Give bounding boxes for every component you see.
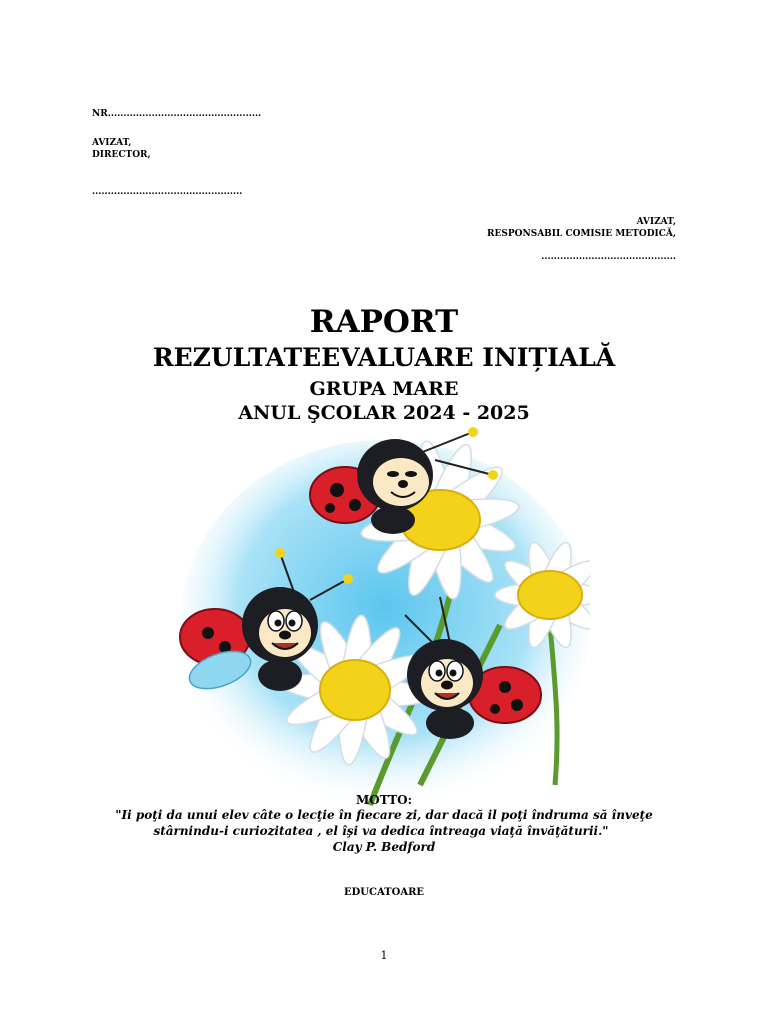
resp-signature-line: ........................................... [541, 252, 676, 262]
ladybugs-on-daisies-illustration [170, 425, 590, 810]
resp-comisie-label: RESPONSABIL COMISIE METODICĂ, [487, 229, 676, 239]
director-label: DIRECTOR, [92, 150, 151, 160]
motto-label: MOTTO: [355, 793, 413, 807]
nr-field: NR................................................. [92, 109, 262, 119]
avizat-resp-label: AVIZAT, [636, 217, 676, 227]
motto-line-2: stârnindu-i curiozitatea , el îşi va dedica întreaga viaţă învăţăturii." [153, 824, 609, 838]
educatoare-label: EDUCATOARE [343, 887, 425, 898]
report-subtitle: REZULTATEEVALUARE INIȚIALĂ [152, 343, 616, 372]
report-title: RAPORT [309, 304, 459, 340]
motto-author: Clay P. Bedford [332, 840, 436, 854]
director-signature-line: ................................................ [92, 187, 243, 197]
motto-line-1: "Ii poţi da unui elev câte o lecţie în fiecare zi, dar dacă il poţi îndruma să înveţe [115, 808, 653, 822]
school-year: ANUL ŞCOLAR 2024 - 2025 [238, 402, 530, 424]
page-number: 1 [380, 949, 388, 962]
group-name: GRUPA MARE [309, 378, 459, 400]
avizat-director-label: AVIZAT, [92, 138, 132, 148]
